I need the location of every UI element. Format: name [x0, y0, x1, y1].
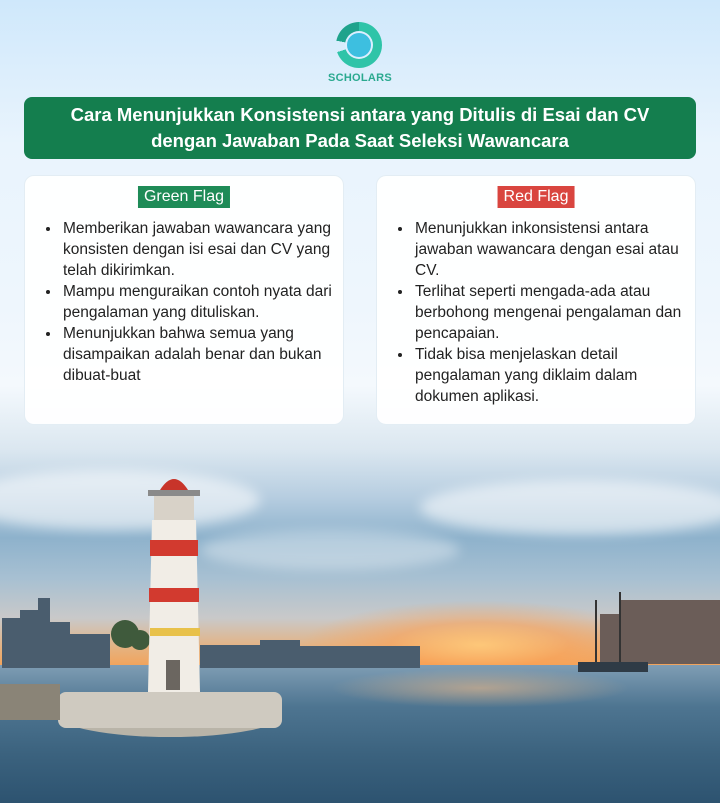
red-flag-label: Red Flag [498, 186, 575, 208]
red-flag-list [397, 218, 685, 407]
cloud [420, 480, 720, 535]
list-item: • Menunjukkan bahwa semua yang disampaikan adalah benar dan bukan dibuat-buat [61, 323, 333, 386]
list-item: • Tidak bisa menjelaskan detail pengalaman yang diklaim dalam dokumen aplikasi. [413, 344, 685, 407]
green-flag-label: Green Flag [138, 186, 230, 208]
page-title: Cara Menunjukkan Konsistensi antara yang Ditulis di Esai dan CV dengan Jawaban Pada Saat Seleksi Wawancara [24, 97, 696, 159]
green-flag-list [45, 218, 333, 386]
lighthouse [0, 460, 300, 750]
list-item: • Menunjukkan inkonsistensi antara jawaban wawancara dengan esai atau CV. [413, 218, 685, 281]
red-flag-card [376, 175, 696, 425]
list-item: • Memberikan jawaban wawancara yang konsisten dengan isi esai dan CV yang telah dikirimkan. [61, 218, 333, 281]
scholars-logo [320, 20, 400, 86]
list-item: • Terlihat seperti mengada-ada atau berbohong mengenai pengalaman dan pencapaian. [413, 281, 685, 344]
list-item: • Mampu menguraikan contoh nyata dari pengalaman yang dituliskan. [61, 281, 333, 323]
green-flag-card [24, 175, 344, 425]
logo-text: SCHOLARS [327, 72, 393, 84]
logo-dot-icon [347, 33, 371, 57]
